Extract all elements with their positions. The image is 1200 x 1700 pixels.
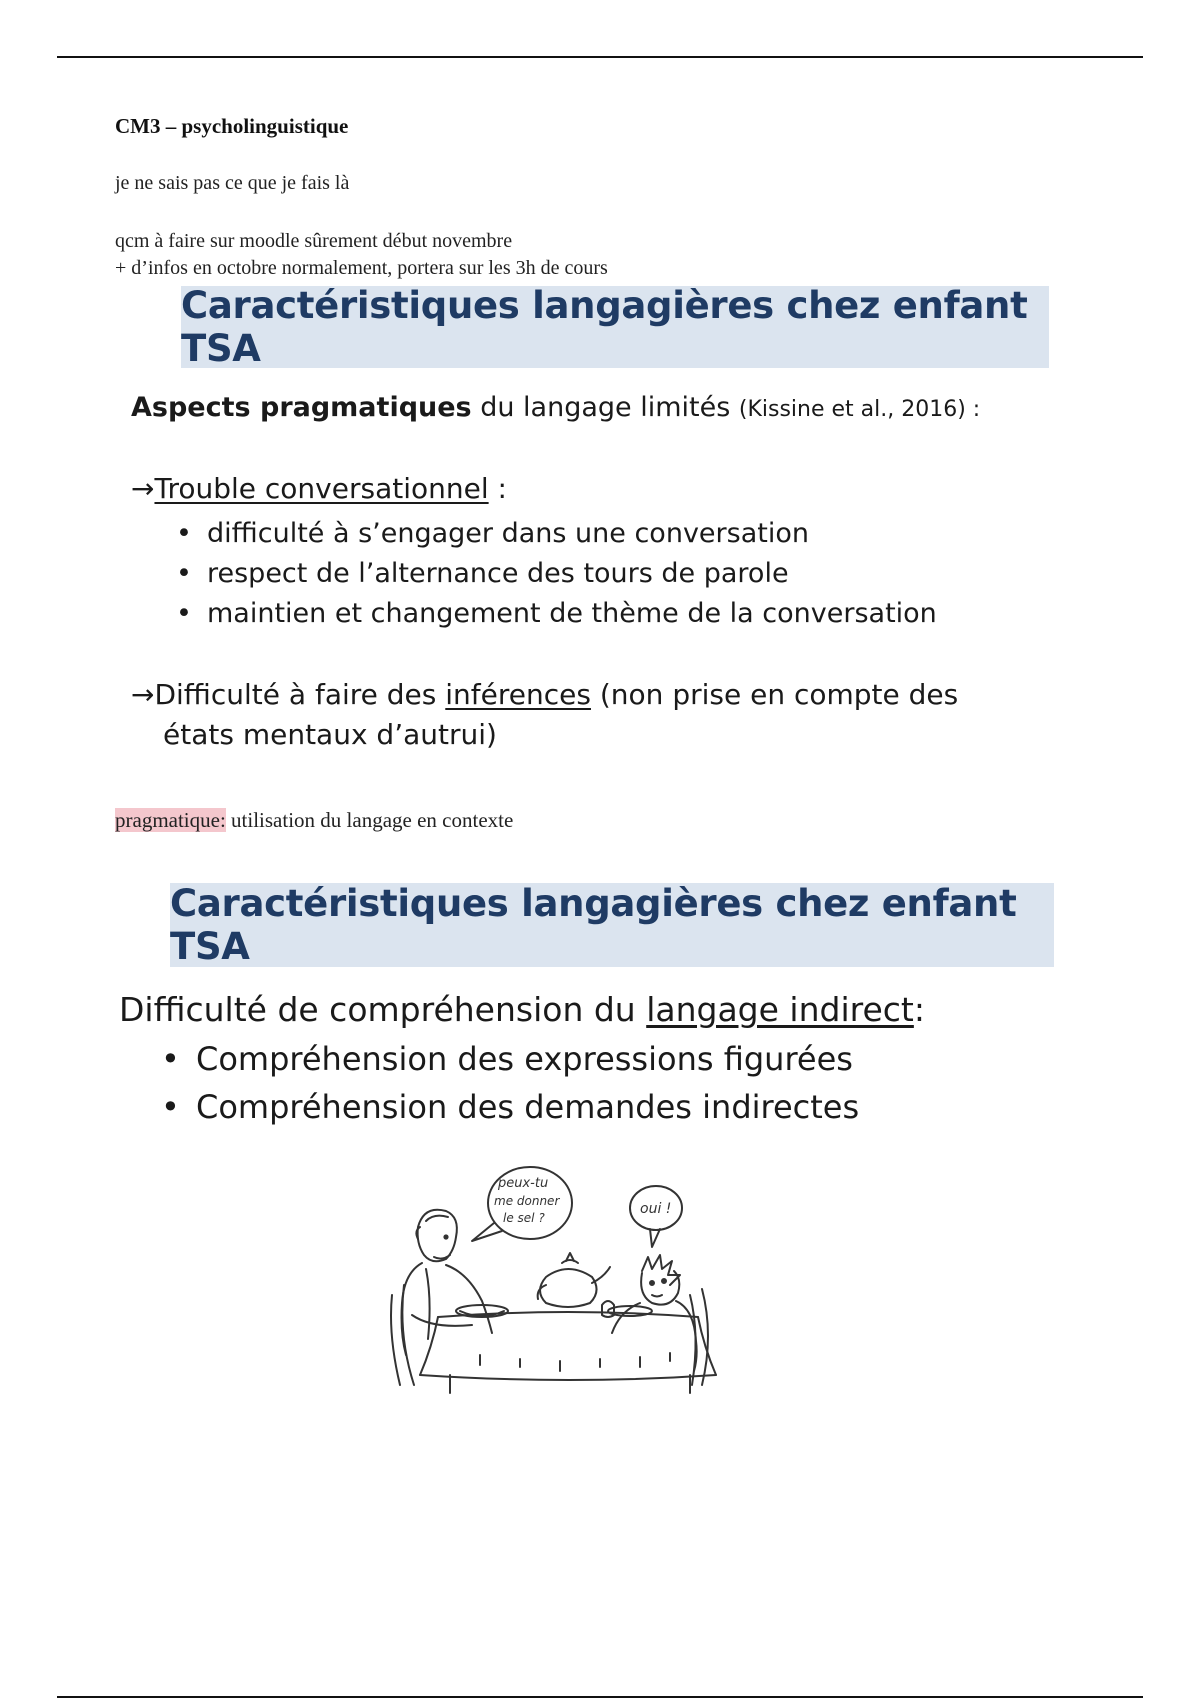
slide1-arrow2-post: (non prise en compte des bbox=[590, 678, 959, 711]
list-item: • respect de l’alternance des tours de parole bbox=[207, 554, 937, 594]
list-item: • difficulté à s’engager dans une conversation bbox=[207, 514, 937, 554]
arrow-icon: → bbox=[131, 678, 155, 711]
note-line: qcm à faire sur moodle sûrement début novembre bbox=[115, 230, 513, 252]
note-line: je ne sais pas ce que je fais là bbox=[115, 172, 350, 194]
slide1-intro-rest: du langage limités bbox=[471, 392, 739, 423]
list-item: • Compréhension des expressions figurées bbox=[196, 1035, 859, 1083]
slide1-bullet-list bbox=[207, 514, 937, 634]
top-rule bbox=[57, 56, 1143, 58]
bubble-child-text: oui ! bbox=[640, 1201, 672, 1217]
slide1-arrow1-label: Trouble conversationnel bbox=[154, 472, 489, 505]
bottom-rule bbox=[57, 1696, 1143, 1698]
slide2-intro-pre: Difficulté de compréhension du bbox=[119, 990, 647, 1029]
slide1-intro bbox=[131, 392, 980, 423]
slide1-arrow2-underlined: inférences bbox=[445, 678, 591, 711]
note-block bbox=[115, 228, 608, 282]
slide1-arrow2 bbox=[131, 675, 958, 755]
slide1-arrow2-line2: états mentaux d’autrui) bbox=[163, 718, 497, 751]
slide2-intro-underlined: langage indirect bbox=[646, 990, 914, 1029]
table bbox=[420, 1312, 716, 1393]
list-item: • Compréhension des demandes indirectes bbox=[196, 1083, 859, 1131]
highlighted-term: pragmatique: bbox=[115, 808, 226, 832]
teapot-icon bbox=[538, 1253, 610, 1307]
list-item: • maintien et changement de thème de la conversation bbox=[207, 594, 937, 634]
slide2-header: Caractéristiques langagières chez enfant TSA bbox=[170, 883, 1054, 967]
dinner-table-cartoon bbox=[390, 1165, 750, 1395]
note-line: + d’infos en octobre normalement, portera sur les 3h de cours bbox=[115, 257, 608, 279]
bubble-adult-line: me donner bbox=[494, 1194, 560, 1208]
slide1-arrow1 bbox=[131, 472, 507, 505]
definition-note bbox=[115, 808, 513, 833]
slide2-bullet-list bbox=[196, 1035, 859, 1131]
slide2-intro-post: : bbox=[913, 990, 925, 1029]
bubble-adult-line: peux-tu bbox=[498, 1176, 549, 1191]
arrow-icon: → bbox=[131, 472, 155, 505]
slide1-citation: (Kissine et al., 2016) : bbox=[738, 397, 981, 422]
slide2-intro bbox=[119, 990, 925, 1029]
child-figure bbox=[612, 1255, 708, 1385]
document-title: CM3 – psycholinguistique bbox=[115, 114, 349, 138]
slide1-intro-bold: Aspects pragmatiques bbox=[131, 392, 472, 423]
slide1-arrow1-colon: : bbox=[488, 472, 507, 505]
slide1-arrow2-pre: Difficulté à faire des bbox=[154, 678, 446, 711]
bubble-adult-line: le sel ? bbox=[503, 1211, 545, 1225]
definition-text: utilisation du langage en contexte bbox=[225, 808, 514, 832]
slide1-header: Caractéristiques langagières chez enfant TSA bbox=[181, 286, 1049, 368]
